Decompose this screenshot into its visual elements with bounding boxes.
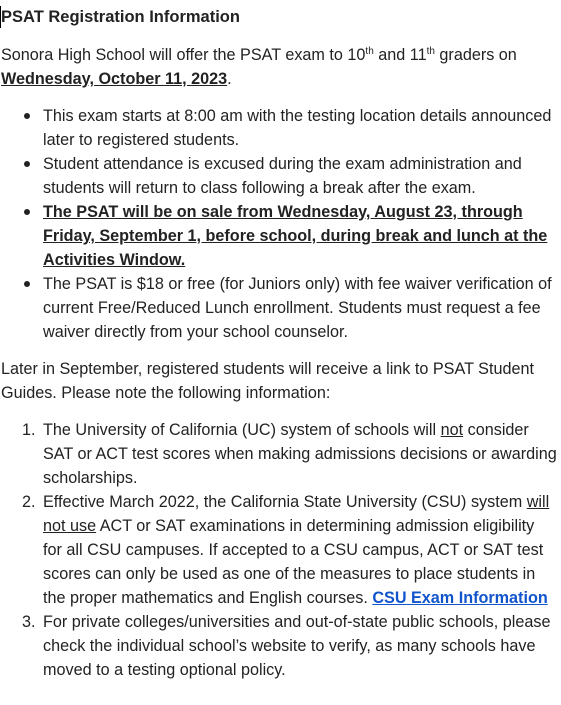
- intro-text: .: [227, 70, 232, 88]
- emphasis-text: will not use: [43, 493, 550, 535]
- ordinal-suffix: th: [426, 46, 435, 57]
- list-number: 1.: [22, 421, 36, 439]
- list-item: [0, 152, 561, 200]
- item-text: For private colleges/universities and out-of-state public schools, please check the individual school’s website to verify, as many schools have moved to a testing optional policy.: [43, 613, 551, 679]
- list-item: [0, 490, 561, 610]
- list-item: [0, 200, 561, 272]
- list-number: 3.: [22, 613, 36, 631]
- bullet-icon: [24, 281, 30, 287]
- info-bullet-list: [0, 104, 561, 344]
- ordinal-suffix: th: [365, 46, 374, 57]
- list-number: 2.: [22, 493, 36, 511]
- sale-dates-notice: The PSAT will be on sale from Wednesday, August 23, through Friday, September 1, before school, during break and lunch at the Activities Window.: [43, 203, 548, 269]
- guides-paragraph: Later in September, registered students will receive a link to PSAT Student Guides. Please note the following information:: [1, 360, 534, 402]
- item-text: consider SAT or ACT test scores when making admissions decisions or awarding scholarships.: [43, 421, 557, 487]
- csu-exam-info-link[interactable]: CSU Exam Information: [372, 589, 548, 607]
- exam-date: Wednesday, October 11, 2023: [1, 70, 228, 88]
- list-item: [0, 104, 561, 152]
- bullet-icon: [24, 209, 30, 215]
- intro-text: graders on: [434, 46, 517, 64]
- bullet-text: This exam starts at 8:00 am with the testing location details announced later to registered students.: [43, 107, 552, 149]
- intro-text: Sonora High School will offer the PSAT exam to 10: [1, 46, 366, 64]
- page-title: PSAT Registration Information: [1, 8, 240, 26]
- bullet-text: The PSAT is $18 or free (for Juniors only) with fee waiver verification of current Free/Reduced Lunch enrollment. Students must request a fee waiver directly from your school counselor.: [43, 275, 552, 341]
- list-item: [0, 610, 561, 682]
- list-item: [0, 418, 561, 490]
- item-text: The University of California (UC) system of schools will: [43, 421, 441, 439]
- intro-paragraph: [1, 43, 557, 91]
- bullet-icon: [24, 113, 30, 119]
- emphasis-text: not: [440, 421, 464, 439]
- item-text: Effective March 2022, the California State University (CSU) system: [43, 493, 527, 511]
- bullet-text: Student attendance is excused during the exam administration and students will return to class following a break after the exam.: [43, 155, 522, 197]
- info-numbered-list: [0, 418, 561, 682]
- item-text: ACT or SAT examinations in determining admission eligibility for all CSU campuses. If accepted to a CSU campus, ACT or SAT test scores can only be used as one of the measures to place students in the proper mathematics and English courses.: [43, 517, 544, 607]
- bullet-icon: [24, 161, 30, 167]
- intro-text: and 11: [373, 46, 427, 64]
- list-item: [0, 272, 561, 344]
